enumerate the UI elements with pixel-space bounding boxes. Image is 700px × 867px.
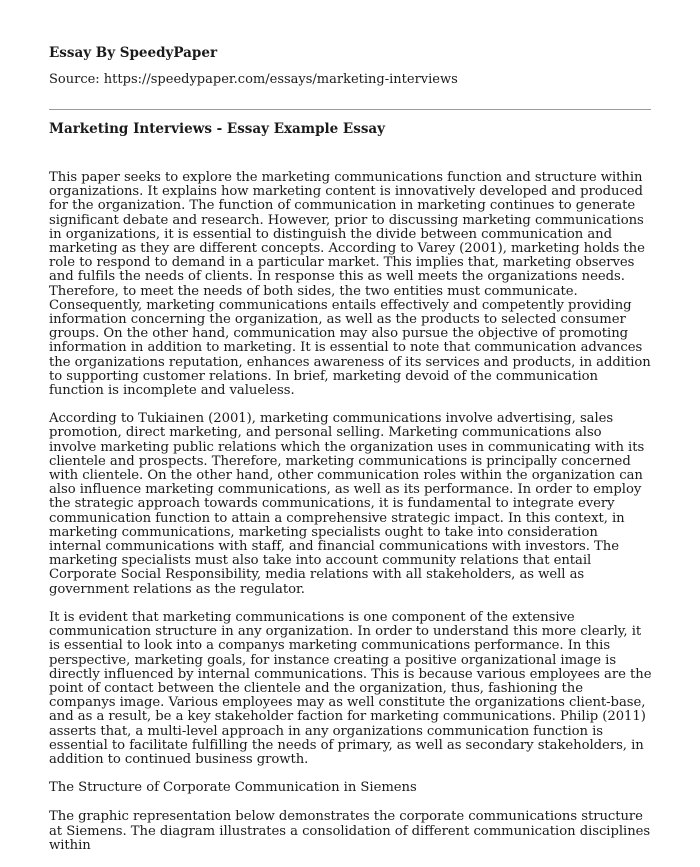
header-divider (49, 109, 651, 110)
paragraph-4: The graphic representation below demonstrates the corporate communications structure at Siemens. The diagram illustrates a consolidation of different communication disciplines within (49, 809, 651, 853)
source-line: Source: https://speedypaper.com/essays/marketing-interviews (49, 72, 458, 87)
paragraph-3: It is evident that marketing communications is one component of the extensive communication structure in any organization. In order to understand this more clearly, it is essential to look into a companys marketing communications performance. In this perspective, marketing goals, for instance creating a positive organizational image is directly influenced by internal communications. This is because various employees are the point of contact between the clientele and the organization, thus, fashioning the companys image. Various employees may as well constitute the organizations client-base, and as a result, be a key stakeholder faction for marketing communications. Philip (2011) asserts that, a multi-level approach in any organizations communication function is essential to facilitate fulfilling the needs of primary, as well as secondary stakeholders, in addition to continued business growth. (49, 609, 652, 767)
document-header-title: Essay By SpeedyPaper (49, 45, 218, 61)
paragraph-2: According to Tukiainen (2001), marketing communications involve advertising, sales promotion, direct marketing, and personal selling. Marketing communications also involve marketing public relations which the organization uses in communicating with its clientele and prospects. Therefore, marketing communications is principally concerned with clientele. On the other hand, other communication roles within the organization can also influence marketing communications, as well as its performance. In order to employ the strategic approach towards communications, it is fundamental to integrate every communication function to attain a comprehensive strategic impact. In this context, in marketing communications, marketing specialists ought to take into consideration internal communications with staff, and financial communications with investors. The marketing specialists must also take into account community relations that entail Corporate Social Responsibility, media relations with all stakeholders, as well as government relations as the regulator. (49, 411, 645, 597)
section-heading: The Structure of Corporate Communication in Siemens (49, 780, 417, 796)
paragraph-1: This paper seeks to explore the marketing communications function and structure within organizations. It explains how marketing content is innovatively developed and produced for the organization. The function of communication in marketing continues to generate significant debate and research. However, prior to discussing marketing communications in organizations, it is essential to distinguish the divide between communication and marketing as they are different concepts. According to Varey (2001), marketing holds the role to respond to demand in a particular market. This implies that, marketing observes and fulfils the needs of clients. In response this as well meets the organizations needs. Therefore, to meet the needs of both sides, the two entities must communicate. Consequently, marketing communications entails effectively and competently providing information concerning the organization, as well as the products to selected consumer groups. On the other hand, communication may also pursue the objective of promoting information in addition to marketing. It is essential to note that communication advances the organizations reputation, enhances awareness of its services and products, in addition to supporting customer relations. In brief, marketing devoid of the communication function is incomplete and valueless. (49, 170, 651, 399)
essay-body (49, 171, 652, 867)
essay-title: Marketing Interviews - Essay Example Essay (49, 121, 386, 137)
